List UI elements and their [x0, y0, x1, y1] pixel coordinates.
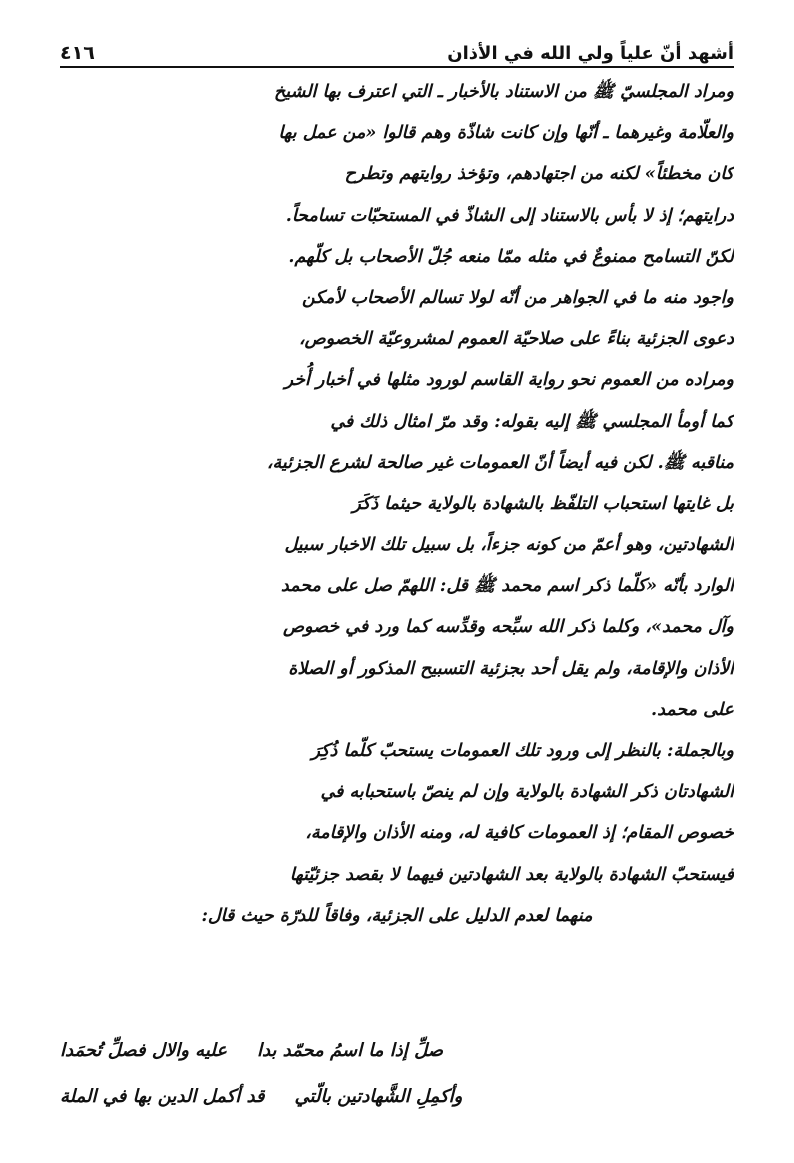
- poem-verses: [60, 1028, 734, 1120]
- text-line: الوارد بأنّه «كلّما ذكر اسم محمد ﷺ قل: اللهمّ صل على محمد: [280, 576, 734, 597]
- text-line: وآل محمد»، وكلما ذكر الله سبِّحه وقدِّسه كما ورد في خصوص: [283, 617, 734, 638]
- text-line: دعوى الجزئية بناءً على صلاحيّة العموم لمشروعيّة الخصوص،: [298, 329, 734, 350]
- text-line: الأذان والإقامة، ولم يقل أحد بجزئية التسبيح المذكور أو الصلاة: [288, 658, 734, 679]
- text-line: درايتهم؛ إذ لا بأس بالاستناد إلى الشاذّ في المستحبّات تسامحاً.: [285, 205, 734, 226]
- text-line: خصوص المقام؛ إذ العمومات كافية له، ومنه الأذان والإقامة،: [305, 823, 734, 844]
- verse-first-hemistich: وأكمِلِ الشَّهادتين بالّتي: [294, 1086, 463, 1107]
- body-text: [60, 72, 734, 937]
- text-line: بل غايتها استحباب التلفّظ بالشهادة بالولاية حيثما ذَكَرَ: [352, 493, 734, 514]
- text-line: كان مخطئاً» لكنه من اجتهادهم، وتؤخذ روايتهم وتطرح: [344, 164, 734, 185]
- text-line: فيستحبّ الشهادة بالولاية بعد الشهادتين فيهما لا بقصد جزئيّتها: [289, 864, 734, 885]
- text-line: على محمد.: [651, 699, 734, 720]
- verse-second-hemistich: قد أكمل الدين بها في الملة: [60, 1086, 265, 1107]
- text-line: ومراد المجلسيّ ﷺ من الاستناد بالأخبار ـ التي اعترف بها الشيخ: [274, 82, 734, 102]
- text-line: ومراده من العموم نحو رواية القاسم لورود مثلها في أخبار أُخر: [284, 370, 734, 391]
- text-line: وبالجملة: بالنظر إلى ورود تلك العمومات يستحبّ كلّما ذُكِرَ: [311, 741, 734, 761]
- verse-line: [60, 1028, 734, 1074]
- text-line: والعلّامة وغيرهما ـ أنّها وإن كانت شاذّة وهم قالوا «من عمل بها: [278, 123, 734, 144]
- text-line: لكنّ التسامح ممنوعٌ في مثله ممّا منعه جُلّ الأصحاب بل كلّهم.: [288, 246, 734, 267]
- text-line: الشهادتين، وهو أعمّ من كونه جزءاً، بل سبيل تلك الاخبار سبيل: [284, 535, 734, 556]
- page-header: [60, 30, 734, 64]
- text-line: كما أومأ المجلسي ﷺ إليه بقوله: وقد مرّ امثال ذلك في: [330, 411, 734, 432]
- text-line: مناقبه ﷺ. لكن فيه أيضاً أنّ العمومات غير صالحة لشرع الجزئية،: [266, 452, 734, 473]
- text-line: منهما لعدم الدليل على الجزئية، وفاقاً للدرّة حيث قال:: [201, 905, 593, 926]
- verse-second-hemistich: عليه والال فصلِّ تُحمَدا: [60, 1040, 227, 1061]
- running-title: أشهد أنّ علياً ولي الله في الأذان: [447, 43, 734, 64]
- verse-line: [60, 1074, 734, 1120]
- page-number: ٤١٦: [60, 42, 95, 64]
- text-line: الشهادتان ذكر الشهادة بالولاية وإن لم ينصّ باستحبابه في: [320, 782, 734, 803]
- header-rule: [60, 66, 734, 68]
- verse-first-hemistich: صلِّ إذا ما اسمُ محمّد بدا: [256, 1040, 443, 1061]
- text-line: واجود منه ما في الجواهر من أنّه لولا تسالم الأصحاب لأمكن: [302, 287, 734, 308]
